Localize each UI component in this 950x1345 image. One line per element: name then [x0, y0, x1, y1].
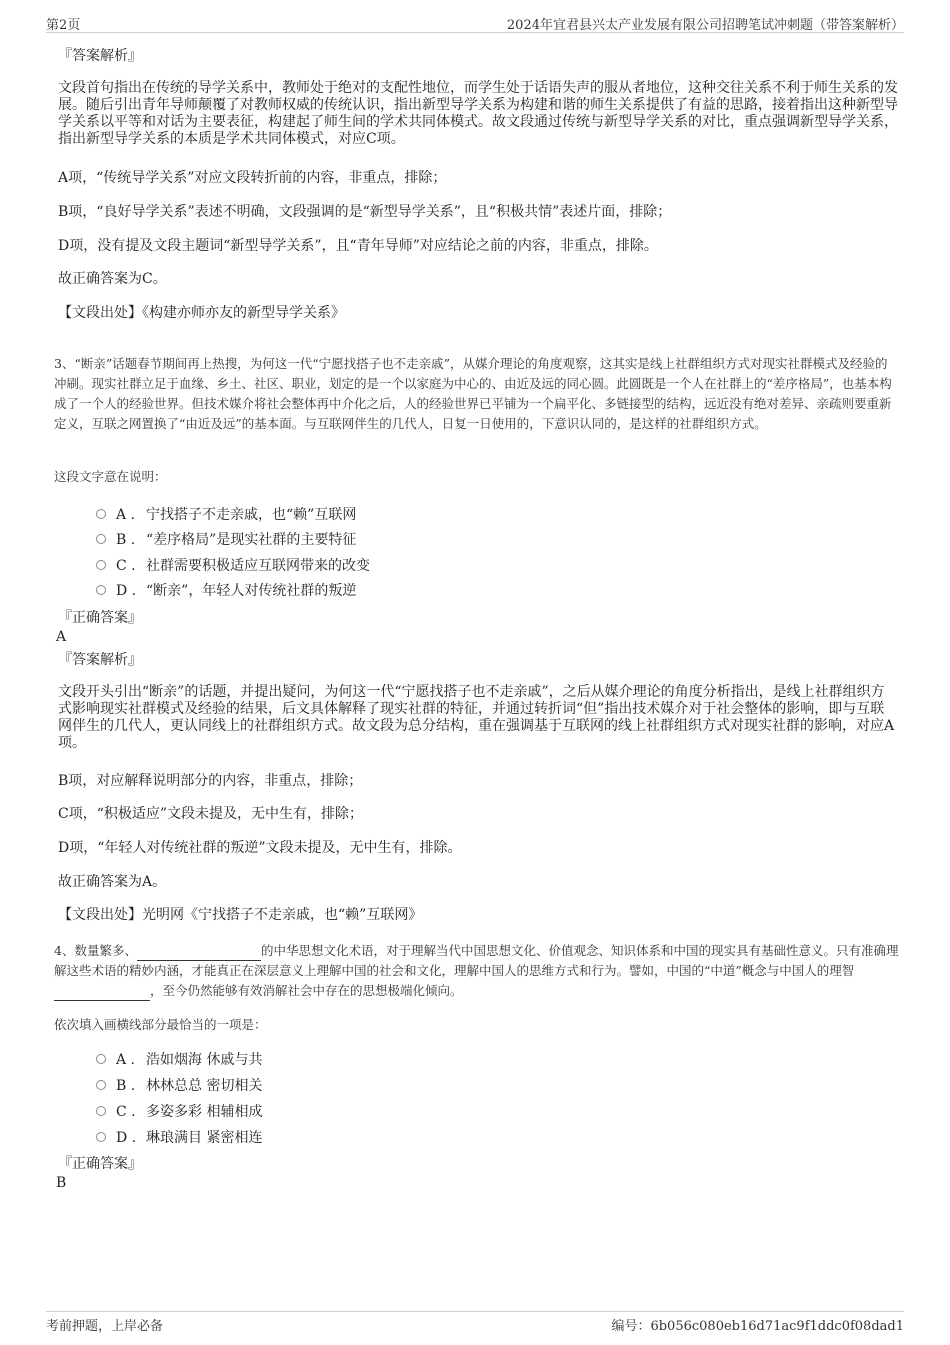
q2-option-b-explanation: B项，“良好导学关系”表述不明确，文段强调的是“新型导学关系”，且“积极共情”表述片面，排除； — [58, 204, 672, 220]
option-text: 多姿多彩 相辅相成 — [146, 1104, 263, 1120]
q2-option-d-explanation: D项，没有提及文段主题词“新型导学关系”，且“青年导师”对应结论之前的内容，非重点，排除。 — [58, 238, 658, 254]
radio-icon[interactable] — [96, 585, 106, 595]
q3-stem: 3、“断亲”话题春节期间再上热搜，为何这一代“宁愿找搭子也不走亲戚”，从媒介理论的角度观察，这其实是线上社群组织方式对现实社群模式及经验的冲刷。现实社群立足于血缘、乡土、社区、职业，划定的是一个以家庭为中心的、由近及远的同心圆。此圆既是一个人在社群上的“差序格局”，也基本构成了一个人的经验世界。但技术媒介将社会整体再中介化之后，人的经验世界已平铺为一个扁平化、多链接型的结构，远近没有绝对差异、亲疏则要重新定义，互联之网置换了“由近及远”的基本面。与互联网伴生的几代人，日复一日使用的，下意识认同的，是这样的社群组织方式。 — [54, 356, 892, 431]
option-letter: D . — [116, 583, 137, 599]
q3-answer: A — [56, 629, 67, 645]
blank-2 — [54, 986, 150, 1001]
q3-source: 【文段出处】光明网《宁找搭子不走亲戚，也“赖”互联网》 — [58, 907, 423, 923]
page-footer — [46, 1311, 904, 1334]
radio-icon[interactable] — [96, 1132, 106, 1142]
q3-analysis-text: 文段开头引出“断亲”的话题，并提出疑问，为何这一代“宁愿找搭子也不走亲戚”，之后从媒介理论的角度分析指出，是线上社群组织方式影响现实社群模式及经验的结果，后文具体解释了现实社群的特征，并通过转折词“但”指出技术媒介对于社会整体的影响，即与互联网伴生的几代人，更认同线上的社群组织方式。故文段为总分结构，重在强调基于互联网的线上社群组织方式对现实社群的影响，对应A项。 — [58, 684, 895, 751]
radio-icon[interactable] — [96, 1054, 106, 1064]
q3-option-b-explanation: B项，对应解释说明部分的内容，非重点，排除； — [58, 773, 363, 789]
q3-option-b[interactable] — [96, 530, 356, 550]
option-text: 林林总总 密切相关 — [146, 1078, 263, 1094]
q3-option-c-explanation: C项，“积极适应”文段未提及，无中生有，排除； — [58, 806, 364, 822]
q3-option-a[interactable] — [96, 505, 356, 525]
q3-option-d[interactable] — [96, 581, 356, 601]
q4-stem-part1: 4、数量繁多、 — [54, 943, 137, 958]
option-letter: B . — [116, 532, 136, 548]
q4-option-c[interactable] — [96, 1102, 262, 1122]
q2-conclusion: 故正确答案为C。 — [58, 271, 167, 287]
q2-option-a-explanation: A项，“传统导学关系”对应文段转折前的内容，非重点，排除； — [58, 170, 447, 186]
option-letter: B . — [116, 1078, 136, 1094]
q4-answer-label: 『正确答案』 — [58, 1156, 142, 1172]
radio-icon[interactable] — [96, 509, 106, 519]
blank-1 — [137, 946, 261, 961]
q2-analysis-label: 『答案解析』 — [58, 48, 142, 64]
radio-icon[interactable] — [96, 1106, 106, 1116]
radio-icon[interactable] — [96, 1080, 106, 1090]
option-letter: A . — [116, 507, 136, 523]
document-title: 2024年宜君县兴太产业发展有限公司招聘笔试冲刺题（带答案解析） — [506, 18, 904, 33]
radio-icon[interactable] — [96, 534, 106, 544]
q4-answer: B — [56, 1175, 67, 1191]
document-id: 编号：6b056c080eb16d71ac9f1ddc0f08dad1 — [611, 1319, 904, 1334]
q3-answer-label: 『正确答案』 — [58, 610, 142, 626]
q3-option-c[interactable] — [96, 556, 370, 576]
q4-stem — [54, 941, 900, 1001]
q4-stem-part3: ，至今仍然能够有效消解社会中存在的思想极端化倾向。 — [150, 983, 463, 998]
option-text: 琳琅满目 紧密相连 — [146, 1130, 263, 1146]
q2-analysis-text: 文段首句指出在传统的导学关系中，教师处于绝对的支配性地位，而学生处于话语失声的服从者地位，这种交往关系不利于师生关系的发展。随后引出青年导师颠覆了对教师权威的传统认识，指出新型导学关系为构建和谐的师生关系提供了有益的思路，接着指出这种新型导学关系以平等和对话为主要表征，构建起了师生间的学术共同体模式。故文段通过传统与新型导学关系的对比，重点强调新型导学关系，指出新型导学关系的本质是学术共同体模式，对应C项。 — [58, 80, 898, 147]
option-letter: C . — [116, 558, 136, 574]
option-text: 浩如烟海 休戚与共 — [146, 1052, 263, 1068]
page-header — [46, 12, 904, 33]
q3-option-d-explanation: D项，“年轻人对传统社群的叛逆”文段未提及，无中生有，排除。 — [58, 840, 462, 856]
page-number: 第2页 — [46, 18, 81, 33]
radio-icon[interactable] — [96, 560, 106, 570]
q4-prompt: 依次填入画横线部分最恰当的一项是： — [54, 1017, 267, 1032]
q4-option-b[interactable] — [96, 1076, 262, 1096]
q4-option-d[interactable] — [96, 1128, 262, 1148]
q4-option-a[interactable] — [96, 1050, 262, 1070]
option-letter: D . — [116, 1130, 137, 1146]
option-letter: C . — [116, 1104, 136, 1120]
footer-slogan: 考前押题，上岸必备 — [46, 1319, 164, 1334]
option-text: 社群需要积极适应互联网带来的改变 — [146, 558, 370, 574]
option-letter: A . — [116, 1052, 136, 1068]
q3-analysis-label: 『答案解析』 — [58, 652, 142, 668]
q3-conclusion: 故正确答案为A。 — [58, 874, 167, 890]
option-text: 宁找搭子不走亲戚，也“赖”互联网 — [146, 507, 357, 523]
q3-prompt: 这段文字意在说明： — [54, 469, 167, 484]
option-text: “断亲”，年轻人对传统社群的叛逆 — [146, 583, 357, 599]
q4-stem-part2: 的中华思想文化术语，对于理解当代中国思想文化、价值观念、知识体系和中国的现实具有基础性意义。只有准确理解这些术语的精妙内涵，才能真正在深层意义上理解中国的社会和文化，理解中国人的思维方式和行为。譬如，中国的“中道”概念与中国人的理智 — [54, 943, 899, 978]
option-text: “差序格局”是现实社群的主要特征 — [146, 532, 357, 548]
q2-source: 【文段出处】《构建亦师亦友的新型导学关系》 — [58, 305, 345, 321]
